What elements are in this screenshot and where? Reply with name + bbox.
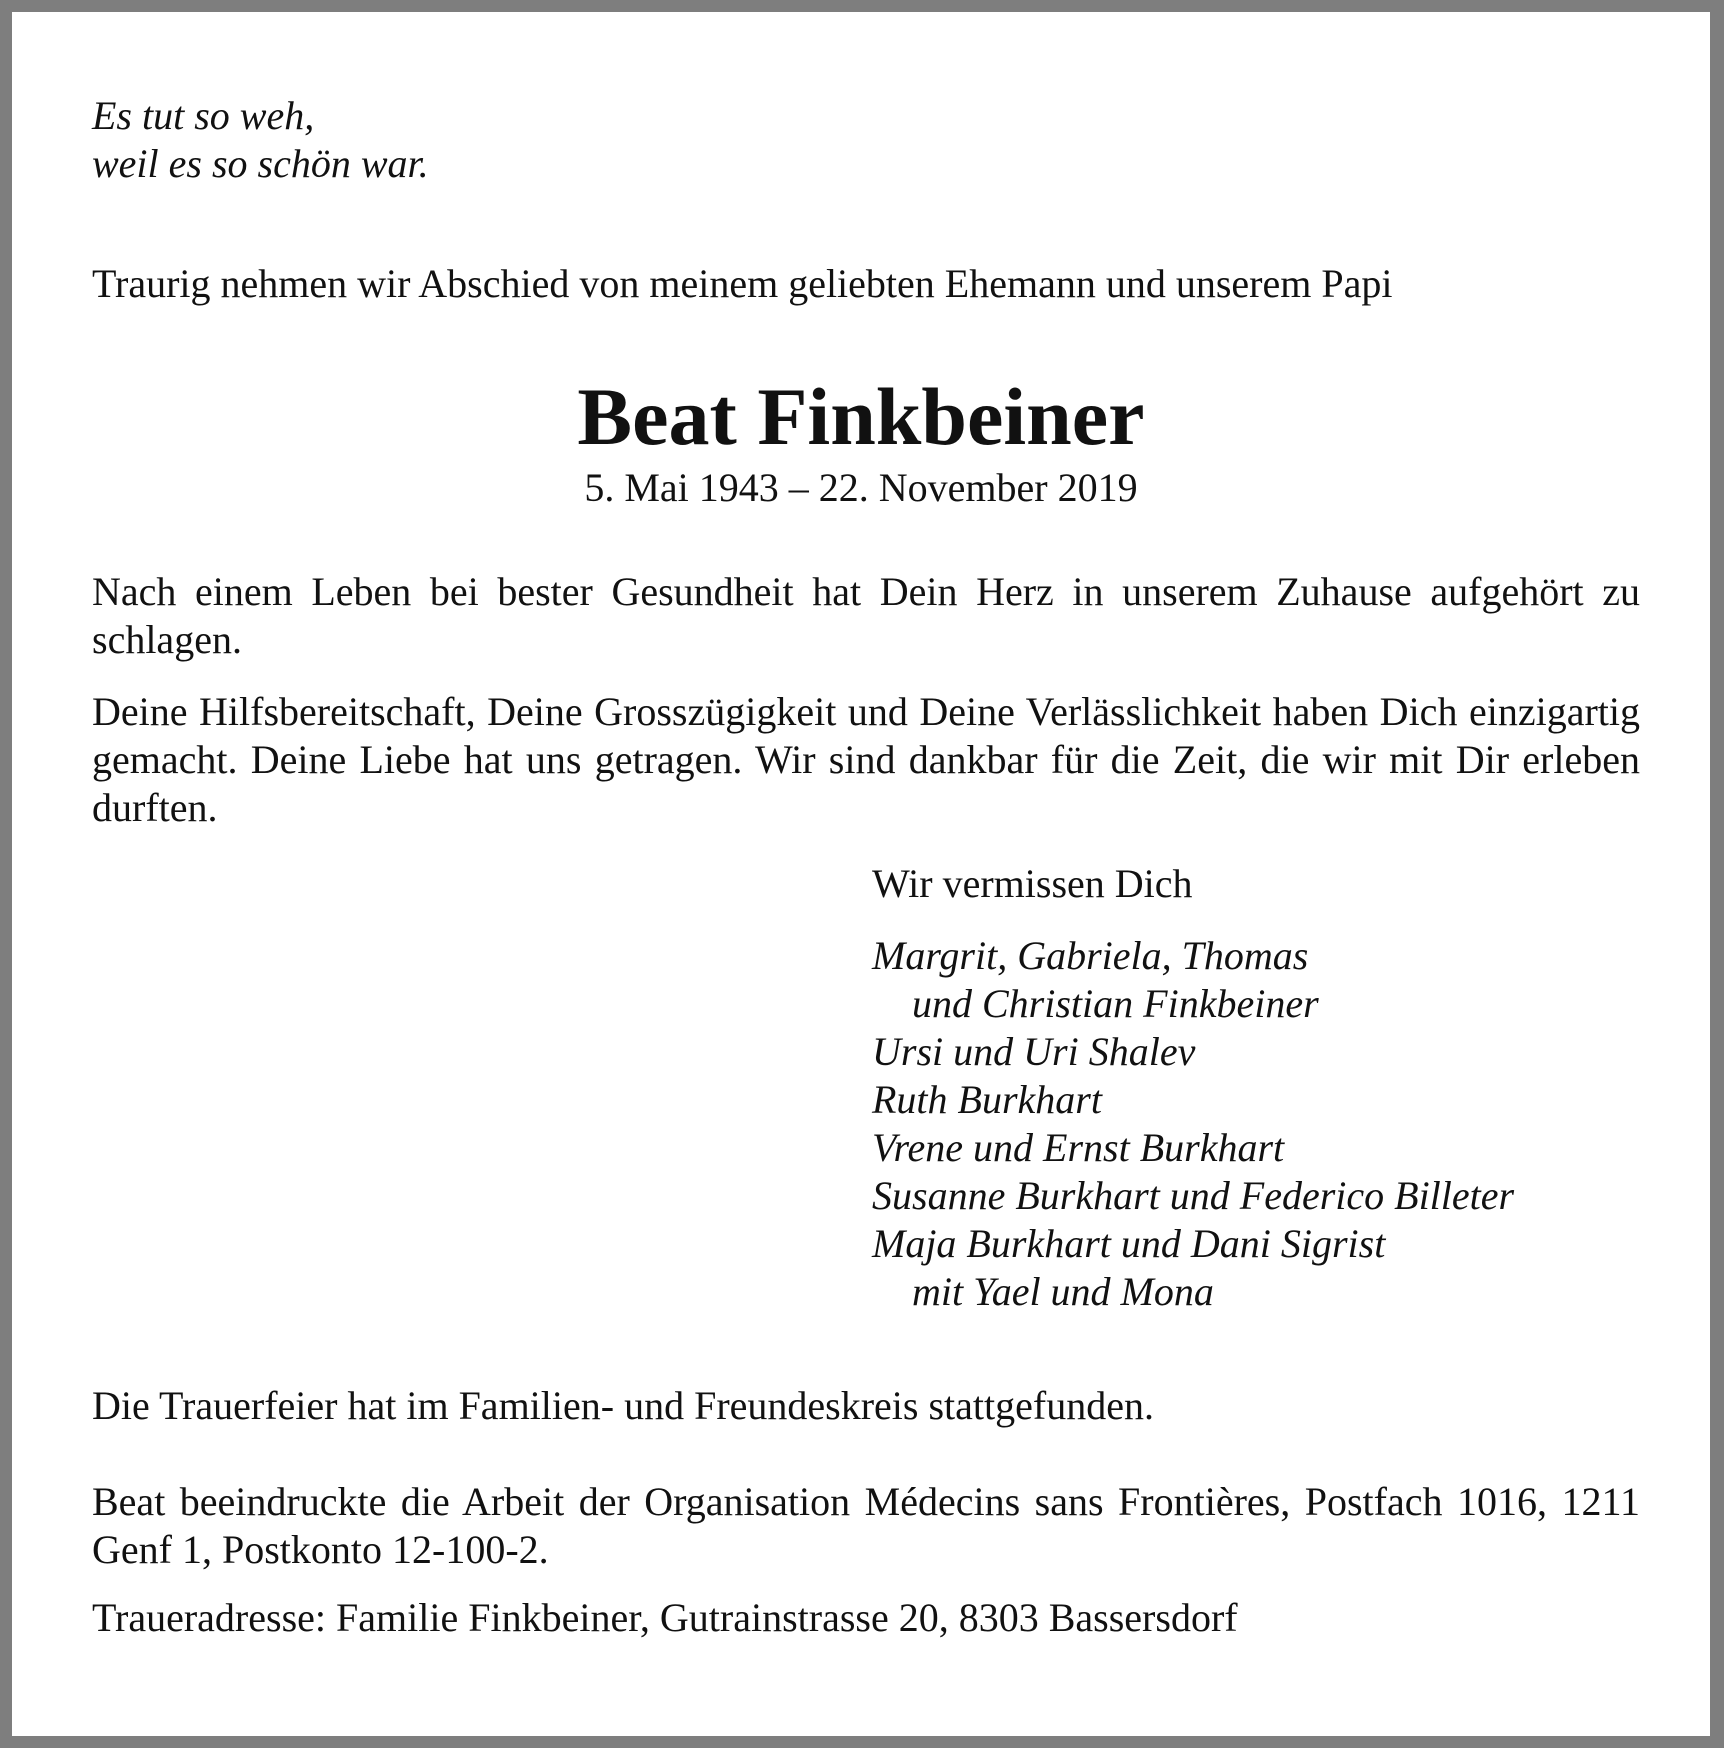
signer-line: Susanne Burkhart und Federico Billeter — [872, 1173, 1515, 1218]
deceased-name: Beat Finkbeiner — [577, 371, 1145, 462]
signer-line: Vrene und Ernst Burkhart — [872, 1125, 1285, 1170]
paragraph-tribute: Deine Hilfsbereitschaft, Deine Grosszügigkeit und Deine Verlässlichkeit haben Dich einzigartig gemacht. Deine Liebe hat uns getragen. Wir sind dankbar für die Zeit, die wir mit Dir erleben durften. — [92, 689, 1640, 830]
miss-you-line: Wir vermissen Dich — [872, 861, 1193, 906]
signers-list — [872, 932, 1514, 1316]
paragraph-life: Nach einem Leben bei bester Gesundheit hat Dein Herz in unserem Zuhause aufgehört zu schlagen. — [92, 569, 1640, 662]
mourning-address: Traueradresse: Familie Finkbeiner, Gutrainstrasse 20, 8303 Bassersdorf — [92, 1595, 1238, 1640]
intro-text: Traurig nehmen wir Abschied von meinem geliebten Ehemann und unserem Papi — [92, 261, 1393, 306]
signer-line: Ruth Burkhart — [872, 1077, 1102, 1122]
signer-line: Ursi und Uri Shalev — [872, 1029, 1196, 1074]
signer-line: Margrit, Gabriela, Thomas — [872, 933, 1309, 978]
signer-line: und Christian Finkbeiner — [912, 981, 1319, 1026]
donation-note: Beat beeindruckte die Arbeit der Organisation Médecins sans Frontières, Postfach 1016, 1211 Genf 1, Postkonto 12-100-2. — [92, 1479, 1640, 1572]
obituary-page — [12, 12, 1710, 1736]
signer-line: mit Yael und Mona — [912, 1269, 1214, 1314]
motto-line-1: Es tut so weh, — [92, 93, 315, 138]
signer-line: Maja Burkhart und Dani Sigrist — [872, 1221, 1386, 1266]
life-dates: 5. Mai 1943 – 22. November 2019 — [584, 465, 1138, 510]
ceremony-note: Die Trauerfeier hat im Familien- und Freundeskreis stattgefunden. — [92, 1383, 1154, 1428]
motto-line-2: weil es so schön war. — [92, 141, 429, 186]
motto — [92, 92, 429, 188]
